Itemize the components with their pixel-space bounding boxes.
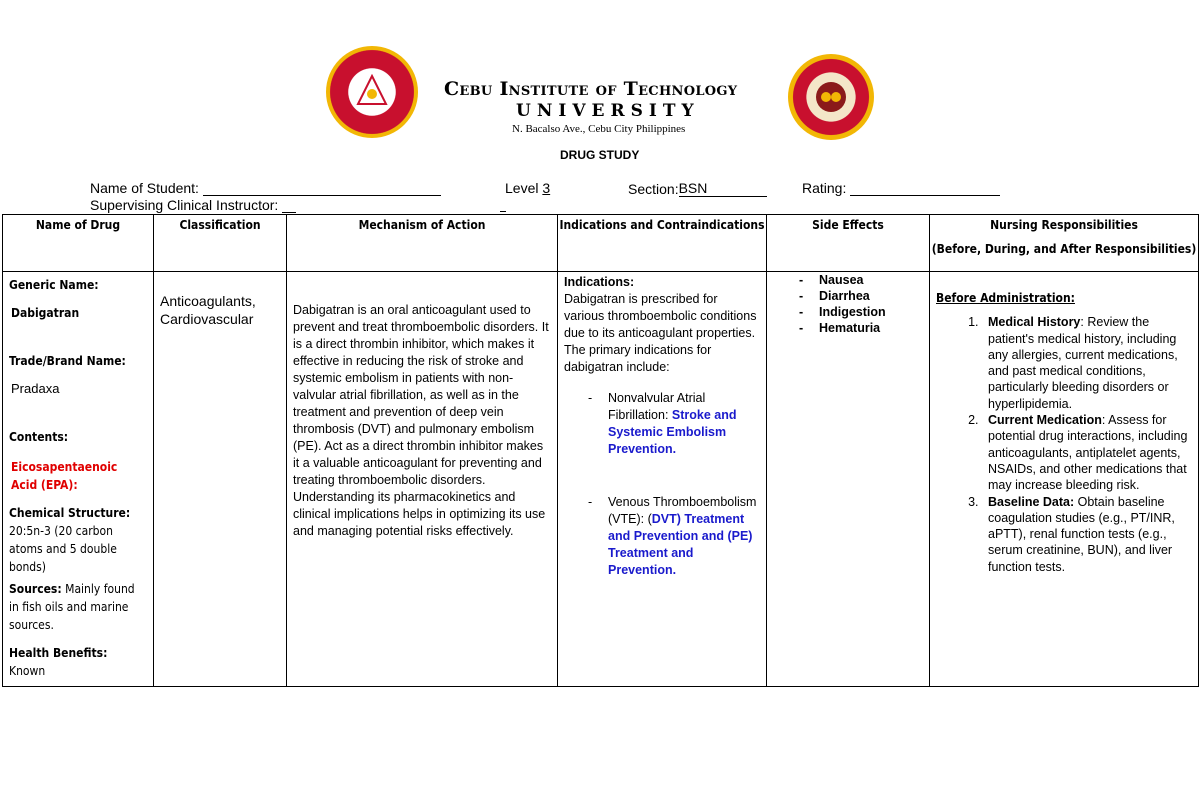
cell-mechanism: [287, 272, 558, 687]
trade-name-label: Trade/Brand Name:: [9, 354, 126, 368]
list-item: - Hematuria: [795, 320, 923, 336]
cell-name-of-drug: [3, 272, 154, 687]
instructor-field[interactable]: [282, 212, 296, 213]
indications-label: Indications:: [564, 275, 635, 289]
health-benefits: Health Benefits: Known: [9, 646, 108, 678]
indications-intro: Dabigatran is prescribed for various thromboembolic conditions due to its anticoagulant properties. The primary indications for dabigatran include:: [564, 292, 757, 374]
section-label: Section:: [628, 181, 679, 197]
mechanism-text: Dabigatran is an oral anticoagulant used to prevent and treat thromboembolic disorders. It is a direct thrombin inhibitor, which makes it effective in reducing the risk of stroke and systemic embolism in patients with non-valvular atrial fibrillation, as well as in the treatment and prevention of deep vein thrombosis (DVT) and pulmonary embolism (PE). Act as a direct thrombin inhibitor makes it a valuable anticoagulant for preventing and treating thromboembolic disorders. Understanding its pharmacokinetics and clinical implications helps in optimizing its use and managing potential risks effectively.: [293, 303, 549, 538]
side-effects-list: [773, 272, 923, 336]
generic-name-value: Dabigatran: [11, 306, 80, 320]
university-address: N. Bacalso Ave., Cebu City Philippines: [512, 123, 686, 135]
list-item: - Nausea: [795, 272, 923, 288]
section-row: [628, 180, 767, 197]
cell-indications: [558, 272, 767, 687]
classification-value: Anticoagulants, Cardiovascular: [160, 293, 256, 327]
level-label: Level: [505, 180, 539, 196]
list-item: - Nonvalvular Atrial Fibrillation: Stroke and Systemic Embolism Prevention.: [584, 390, 760, 458]
table-header-row: [3, 215, 1199, 272]
university-seal-left: [326, 46, 418, 138]
instructor-row: [90, 197, 296, 213]
level-row: [505, 180, 550, 196]
rating-row: [802, 180, 1000, 196]
list-item: - Venous Thromboembolism (VTE): (DVT) Treatment and Prevention and (PE) Treatment and Prevention.: [584, 494, 760, 579]
contents-label: Contents:: [9, 430, 69, 444]
university-subtitle: UNIVERSITY: [516, 101, 700, 121]
before-administration-label: Before Administration:: [936, 291, 1075, 305]
generic-name-label: Generic Name:: [9, 278, 99, 292]
section-value: BSN: [678, 180, 708, 196]
header-nursing: Nursing Responsibilities (Before, During, and After Responsibilities): [930, 215, 1199, 272]
level-value[interactable]: 3: [542, 180, 551, 196]
list-item: - Indigestion: [795, 304, 923, 320]
rating-field[interactable]: [850, 195, 1000, 196]
sources: Sources: Mainly found in fish oils and marine sources.: [9, 582, 135, 632]
nursing-list: [936, 314, 1192, 575]
indications-list: [564, 390, 760, 579]
header-classification: Classification: [154, 215, 287, 272]
crest-emblem-icon: [814, 80, 848, 114]
document-title: DRUG STUDY: [560, 148, 640, 162]
chemical-structure: Chemical Structure: 20:5n-3 (20 carbon atoms and 5 double bonds): [9, 506, 131, 574]
list-item: 2. Current Medication: Assess for potential drug interactions, including anticoagulants, antiplatelet agents, NSAIDs, and other medications that may increase bleeding risk.: [982, 412, 1192, 493]
header-mechanism: Mechanism of Action: [287, 215, 558, 272]
rating-label: Rating:: [802, 180, 847, 196]
instructor-field-tail: [500, 211, 506, 212]
student-name-row: [90, 180, 441, 196]
section-field[interactable]: [679, 180, 767, 197]
nursing-subheader: (Before, During, and After Responsibilities): [931, 242, 1197, 256]
header-indications: Indications and Contraindications: [558, 215, 767, 272]
contents-value: Eicosapentaenoic Acid (EPA):: [11, 460, 118, 492]
list-item: 3. Baseline Data: Obtain baseline coagulation studies (e.g., PT/INR, aPTT), renal function tests (e.g., serum creatinine, BUN), and liver function tests.: [982, 494, 1192, 575]
triangle-emblem-icon: [356, 74, 388, 108]
student-name-label: Name of Student:: [90, 180, 199, 196]
trade-name-value: Pradaxa: [11, 381, 60, 396]
header-side-effects: Side Effects: [767, 215, 930, 272]
drug-study-table: [2, 214, 1199, 687]
list-item: 1. Medical History: Review the patient's medical history, including any allergies, current medications, and past medical conditions, particularly bleeding disorders or hyperlipidemia.: [982, 314, 1192, 412]
university-name: Cebu Institute of Technology: [444, 78, 738, 100]
list-item: - Diarrhea: [795, 288, 923, 304]
cell-side-effects: [767, 272, 930, 687]
instructor-label: Supervising Clinical Instructor:: [90, 197, 279, 213]
cell-classification: [154, 272, 287, 687]
university-seal-right: [788, 54, 874, 140]
table-row: [3, 272, 1199, 687]
header-name-of-drug: Name of Drug: [3, 215, 154, 272]
student-name-field[interactable]: [203, 195, 441, 196]
cell-nursing: [930, 272, 1199, 687]
